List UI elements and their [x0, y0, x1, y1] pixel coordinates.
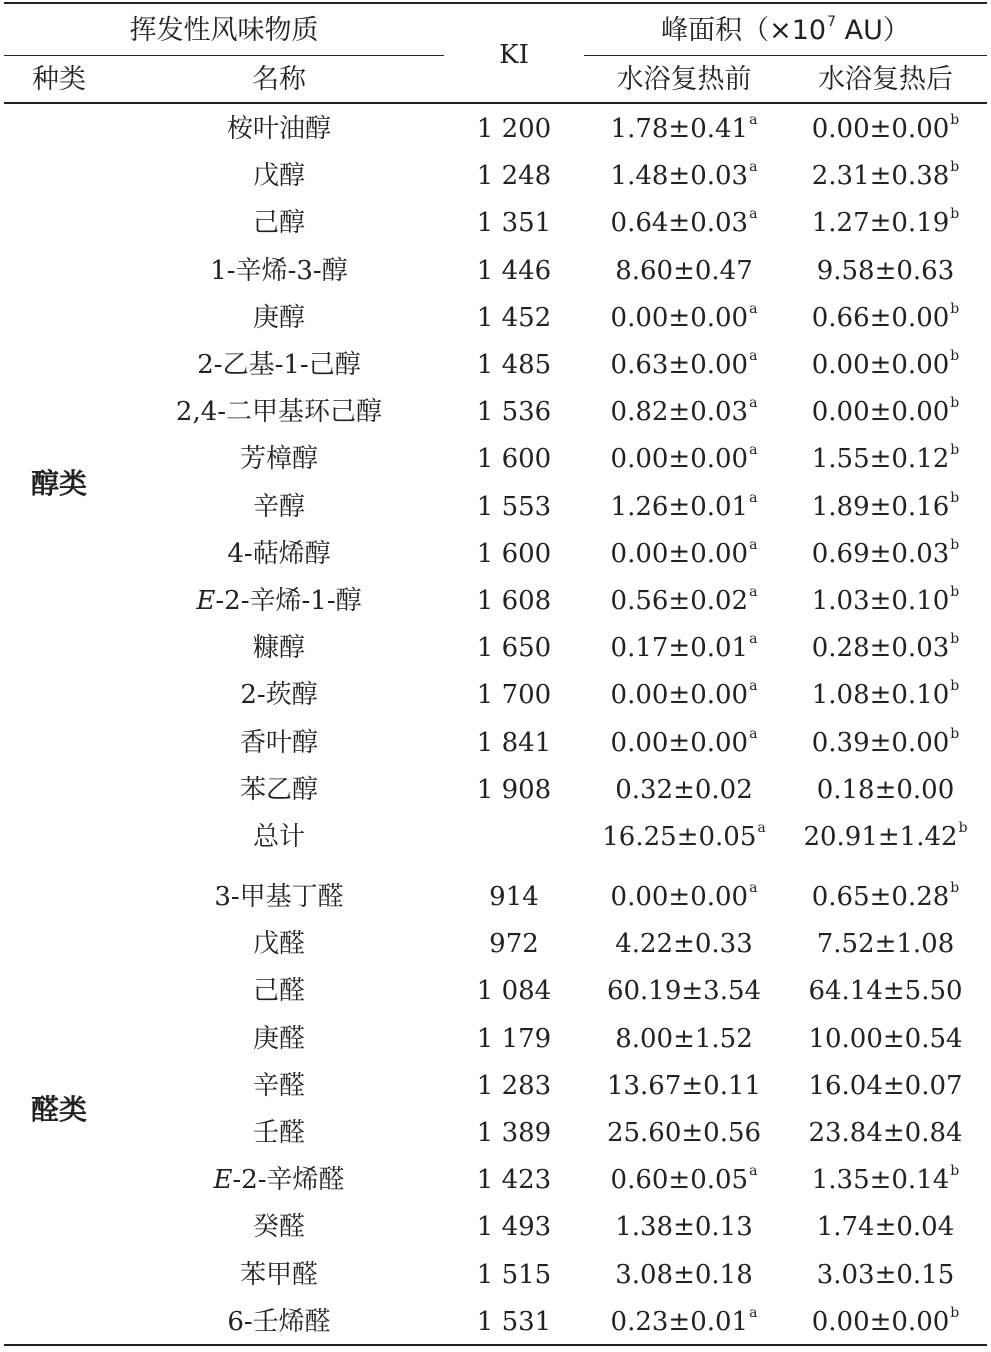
compound-name-text: 4-萜烯醇	[227, 538, 331, 569]
significance-letter: b	[950, 678, 960, 695]
significance-letter: b	[950, 206, 960, 223]
peak-before-value: 1.26±0.01	[610, 491, 749, 522]
peak-before-value: 3.08±0.18	[615, 1259, 753, 1290]
peak-after-value: 3.03±0.15	[816, 1259, 955, 1290]
compound-name	[114, 1016, 444, 1062]
significance-letter: a	[749, 442, 758, 459]
compound-name	[114, 342, 444, 388]
peak-before	[584, 814, 784, 860]
ki-value: 1 351	[476, 208, 552, 239]
compound-name	[114, 720, 444, 766]
significance-letter: b	[950, 725, 960, 742]
significance-letter: a	[749, 725, 758, 742]
peak-before-value: 0.00±0.00	[610, 882, 749, 912]
header-group-volatile: 挥发性风味物质	[129, 15, 319, 46]
significance-letter: b	[950, 1163, 960, 1180]
peak-after-value: 23.84±0.84	[808, 1118, 963, 1148]
ki-value: 1 084	[476, 976, 552, 1007]
significance-letter: a	[749, 489, 758, 506]
significance-letter: a	[749, 206, 758, 223]
compound-name	[114, 389, 444, 435]
compound-name-text: -2-辛烯-1-醇	[215, 586, 362, 616]
peak-after	[784, 874, 987, 920]
peak-after-value: 0.66±0.00	[811, 302, 950, 333]
peak-after-value: 0.00±0.00	[811, 350, 950, 380]
ki-value: 1 536	[476, 397, 552, 428]
category-label: 醛类	[30, 1093, 87, 1126]
peak-unit: AU）	[836, 15, 910, 46]
peak-before-value: 13.67±0.11	[606, 1070, 762, 1101]
ki-value	[444, 814, 584, 860]
peak-after-value: 0.00±0.00	[811, 1306, 950, 1337]
top-rule	[4, 2, 987, 4]
peak-after	[784, 625, 987, 671]
peak-after	[784, 1204, 987, 1250]
header-name: 名称	[252, 64, 306, 95]
compound-name-text: 3-甲基丁醛	[214, 882, 344, 912]
peak-after	[784, 436, 987, 482]
peak-after	[784, 578, 987, 624]
peak-before	[584, 1252, 784, 1298]
compound-name	[114, 106, 444, 152]
compound-name	[114, 200, 444, 246]
compound-name-text: 己醛	[252, 976, 305, 1007]
peak-after-value: 1.55±0.12	[811, 444, 950, 475]
significance-letter: a	[749, 1304, 758, 1321]
ki-value: 914	[489, 882, 539, 912]
peak-before	[584, 531, 784, 577]
peak-before	[584, 625, 784, 671]
peak-before-value: 0.23±0.01	[610, 1306, 749, 1337]
peak-before-value: 25.60±0.56	[606, 1118, 762, 1148]
compound-name-text: 6-壬烯醛	[227, 1306, 331, 1337]
peak-before	[584, 1063, 784, 1109]
peak-after-value: 16.04±0.07	[808, 1070, 963, 1101]
significance-letter: b	[950, 1304, 960, 1321]
peak-before	[584, 1299, 784, 1345]
peak-after	[784, 720, 987, 766]
peak-after-value: 0.69±0.03	[811, 538, 950, 569]
compound-name	[114, 484, 444, 530]
significance-letter: a	[749, 300, 758, 317]
compound-name-text: 己醇	[252, 208, 305, 239]
peak-label: 峰面积（×10	[661, 15, 827, 46]
peak-after	[784, 1063, 987, 1109]
peak-before	[584, 767, 784, 813]
compound-name-text: 2,4-二甲基环己醇	[175, 397, 383, 428]
compound-name-text: 癸醛	[252, 1212, 305, 1243]
peak-before	[584, 153, 784, 199]
peak-before	[584, 295, 784, 341]
compound-name	[114, 153, 444, 199]
peak-before-value: 1.48±0.03	[610, 161, 749, 192]
peak-before-value: 0.63±0.00	[610, 350, 749, 380]
compound-name	[114, 531, 444, 577]
peak-after-value: 1.74±0.04	[816, 1212, 955, 1243]
significance-letter: b	[950, 159, 960, 176]
ki-value: 1 485	[476, 350, 552, 380]
compound-name-text: 2-莰醇	[240, 680, 318, 711]
significance-letter: a	[749, 880, 758, 896]
peak-after	[784, 295, 987, 341]
header-group-peak	[584, 8, 987, 54]
ki-value: 1 423	[476, 1165, 552, 1196]
compound-name-text: 桉叶油醇	[226, 114, 331, 144]
peak-after-value: 1.35±0.14	[811, 1165, 950, 1196]
significance-letter: a	[757, 820, 766, 836]
compound-name-text: -2-辛烯醛	[232, 1165, 345, 1196]
peak-after-value: 0.65±0.28	[811, 882, 950, 912]
compound-name	[114, 1252, 444, 1298]
ki-value: 1 600	[476, 538, 552, 569]
significance-letter: a	[749, 159, 758, 176]
peak-before-value: 0.56±0.02	[610, 586, 749, 616]
peak-before-value: 0.32±0.02	[615, 774, 753, 805]
header-after: 水浴复热后	[818, 64, 953, 95]
significance-letter: b	[958, 820, 968, 836]
peak-after	[784, 106, 987, 152]
peak-after-value: 1.27±0.19	[811, 208, 950, 239]
significance-letter: a	[749, 395, 758, 412]
peak-before-value: 1.38±0.13	[615, 1212, 753, 1243]
peak-after	[784, 200, 987, 246]
peak-after-value: 1.03±0.10	[811, 586, 950, 616]
peak-before-value: 0.00±0.00	[610, 538, 749, 569]
peak-before	[584, 248, 784, 294]
compound-name	[114, 672, 444, 718]
peak-before	[584, 389, 784, 435]
peak-before	[584, 484, 784, 530]
peak-before-value: 1.78±0.41	[610, 114, 749, 144]
significance-letter: a	[749, 112, 758, 128]
compound-name-text: 戊醛	[252, 929, 305, 960]
peak-before	[584, 720, 784, 766]
compound-name-text: 糠醇	[252, 633, 305, 664]
compound-name	[114, 921, 444, 967]
header-sub-rule-right	[584, 55, 987, 56]
ki-value: 1 908	[476, 774, 552, 805]
ki-value: 1 452	[476, 302, 552, 333]
peak-before-value: 4.22±0.33	[615, 929, 753, 960]
header-before: 水浴复热前	[616, 64, 752, 95]
compound-name	[114, 968, 444, 1014]
significance-letter: b	[950, 300, 960, 317]
peak-after	[784, 968, 987, 1014]
compound-name-text: 2-乙基-1-己醇	[197, 350, 361, 380]
compound-name-text: 1-辛烯-3-醇	[210, 255, 348, 286]
significance-letter: b	[950, 442, 960, 459]
ki-value: 1 283	[476, 1070, 552, 1101]
compound-name-text: 香叶醇	[239, 727, 318, 758]
ki-value: 1 700	[476, 680, 552, 711]
ki-value: 1 608	[476, 586, 552, 616]
peak-before-value: 8.00±1.52	[615, 1023, 753, 1054]
peak-after-value: 7.52±1.08	[816, 929, 955, 960]
compound-name-text: 壬醛	[252, 1118, 305, 1148]
peak-after	[784, 1157, 987, 1203]
compound-name	[114, 814, 444, 860]
compound-name-text: 庚醇	[252, 302, 305, 333]
peak-after-value: 9.58±0.63	[816, 255, 955, 286]
category-label: 醇类	[30, 466, 87, 500]
peak-before	[584, 874, 784, 920]
peak-before-value: 8.60±0.47	[615, 255, 753, 286]
compound-name	[114, 1157, 444, 1203]
peak-after	[784, 342, 987, 388]
peak-before	[584, 200, 784, 246]
peak-before	[584, 578, 784, 624]
peak-before-value: 0.64±0.03	[610, 208, 749, 239]
compound-name-text: 苯甲醛	[239, 1259, 318, 1290]
significance-letter: a	[749, 536, 758, 553]
peak-after	[784, 531, 987, 577]
compound-name-text: 芳樟醇	[239, 444, 318, 475]
peak-after	[784, 921, 987, 967]
peak-after	[784, 814, 987, 860]
significance-letter: b	[950, 536, 960, 553]
ki-value: 1 515	[476, 1259, 552, 1290]
peak-before	[584, 672, 784, 718]
peak-before-value: 0.17±0.01	[610, 633, 749, 664]
peak-after-value: 10.00±0.54	[808, 1023, 963, 1054]
peak-after-value: 0.00±0.00	[811, 114, 950, 144]
compound-name	[114, 625, 444, 671]
compound-name	[114, 248, 444, 294]
peak-before-value: 0.00±0.00	[610, 727, 749, 758]
ki-value: 1 600	[476, 444, 552, 475]
peak-before	[584, 436, 784, 482]
peak-after-value: 1.89±0.16	[811, 491, 950, 522]
peak-after-value: 0.18±0.00	[816, 774, 955, 805]
peak-before-value: 0.82±0.03	[610, 397, 749, 428]
peak-before-value: 60.19±3.54	[606, 976, 762, 1007]
peak-after	[784, 672, 987, 718]
ki-value: 1 446	[476, 255, 552, 286]
compound-name-text: 庚醛	[252, 1023, 305, 1054]
significance-letter: a	[749, 631, 758, 648]
significance-letter: b	[950, 880, 960, 896]
ki-value: 1 200	[476, 114, 552, 144]
peak-after	[784, 153, 987, 199]
ki-value: 1 493	[476, 1212, 552, 1243]
peak-before-value: 0.00±0.00	[610, 444, 749, 475]
peak-after	[784, 389, 987, 435]
significance-letter: b	[950, 489, 960, 506]
significance-letter: b	[950, 631, 960, 648]
header-category: 种类	[32, 64, 86, 95]
peak-before-value: 0.00±0.00	[610, 680, 749, 711]
ki-value: 1 389	[476, 1118, 552, 1148]
compound-name	[114, 874, 444, 920]
peak-before-value: 0.00±0.00	[610, 302, 749, 333]
peak-before	[584, 1204, 784, 1250]
peak-after-value: 0.00±0.00	[811, 397, 950, 428]
peak-after	[784, 1016, 987, 1062]
significance-letter: b	[950, 395, 960, 412]
header-sub-rule	[4, 55, 444, 56]
ki-value: 1 179	[476, 1023, 552, 1054]
ki-value: 1 248	[476, 161, 552, 192]
isomer-prefix: E	[213, 1165, 233, 1196]
peak-after-value: 0.28±0.03	[811, 633, 950, 664]
compound-name	[114, 1299, 444, 1345]
compound-name	[114, 436, 444, 482]
compound-name-text: 苯乙醇	[239, 774, 318, 805]
peak-exponent: 7	[827, 14, 837, 30]
peak-after-value: 64.14±5.50	[808, 976, 963, 1007]
peak-before-value: 0.60±0.05	[610, 1165, 749, 1196]
compound-name	[114, 578, 444, 624]
significance-letter: b	[950, 584, 960, 600]
compound-name	[114, 295, 444, 341]
peak-before	[584, 921, 784, 967]
compound-name	[114, 1063, 444, 1109]
significance-letter: a	[749, 678, 758, 695]
header-ki: KI	[499, 40, 529, 70]
compound-name	[114, 767, 444, 813]
peak-after	[784, 1299, 987, 1345]
peak-after-value: 2.31±0.38	[811, 161, 950, 192]
peak-before	[584, 342, 784, 388]
significance-letter: b	[950, 348, 960, 364]
compound-name-text: 戊醇	[252, 161, 305, 192]
peak-after-value: 20.91±1.42	[803, 822, 958, 852]
ki-value: 1 553	[476, 491, 552, 522]
ki-value: 1 841	[476, 727, 552, 758]
isomer-prefix: E	[196, 586, 216, 616]
compound-name-text: 总计	[252, 822, 305, 852]
compound-name-text: 辛醇	[252, 491, 305, 522]
ki-value: 972	[489, 929, 539, 960]
peak-before	[584, 968, 784, 1014]
peak-before-value: 16.25±0.05	[602, 822, 757, 852]
peak-before	[584, 1157, 784, 1203]
peak-after	[784, 767, 987, 813]
peak-before	[584, 106, 784, 152]
ki-value: 1 531	[476, 1306, 552, 1337]
significance-letter: a	[749, 1163, 758, 1180]
compound-name-text: 辛醛	[252, 1070, 305, 1101]
peak-before	[584, 1110, 784, 1156]
peak-after-value: 0.39±0.00	[811, 727, 950, 758]
compound-name	[114, 1110, 444, 1156]
significance-letter: a	[749, 348, 758, 364]
ki-value: 1 650	[476, 633, 552, 664]
compound-name	[114, 1204, 444, 1250]
peak-after	[784, 1252, 987, 1298]
peak-after-value: 1.08±0.10	[811, 680, 950, 711]
significance-letter: b	[950, 112, 960, 128]
peak-after	[784, 484, 987, 530]
significance-letter: a	[749, 584, 758, 600]
peak-before	[584, 1016, 784, 1062]
peak-after	[784, 248, 987, 294]
peak-after	[784, 1110, 987, 1156]
